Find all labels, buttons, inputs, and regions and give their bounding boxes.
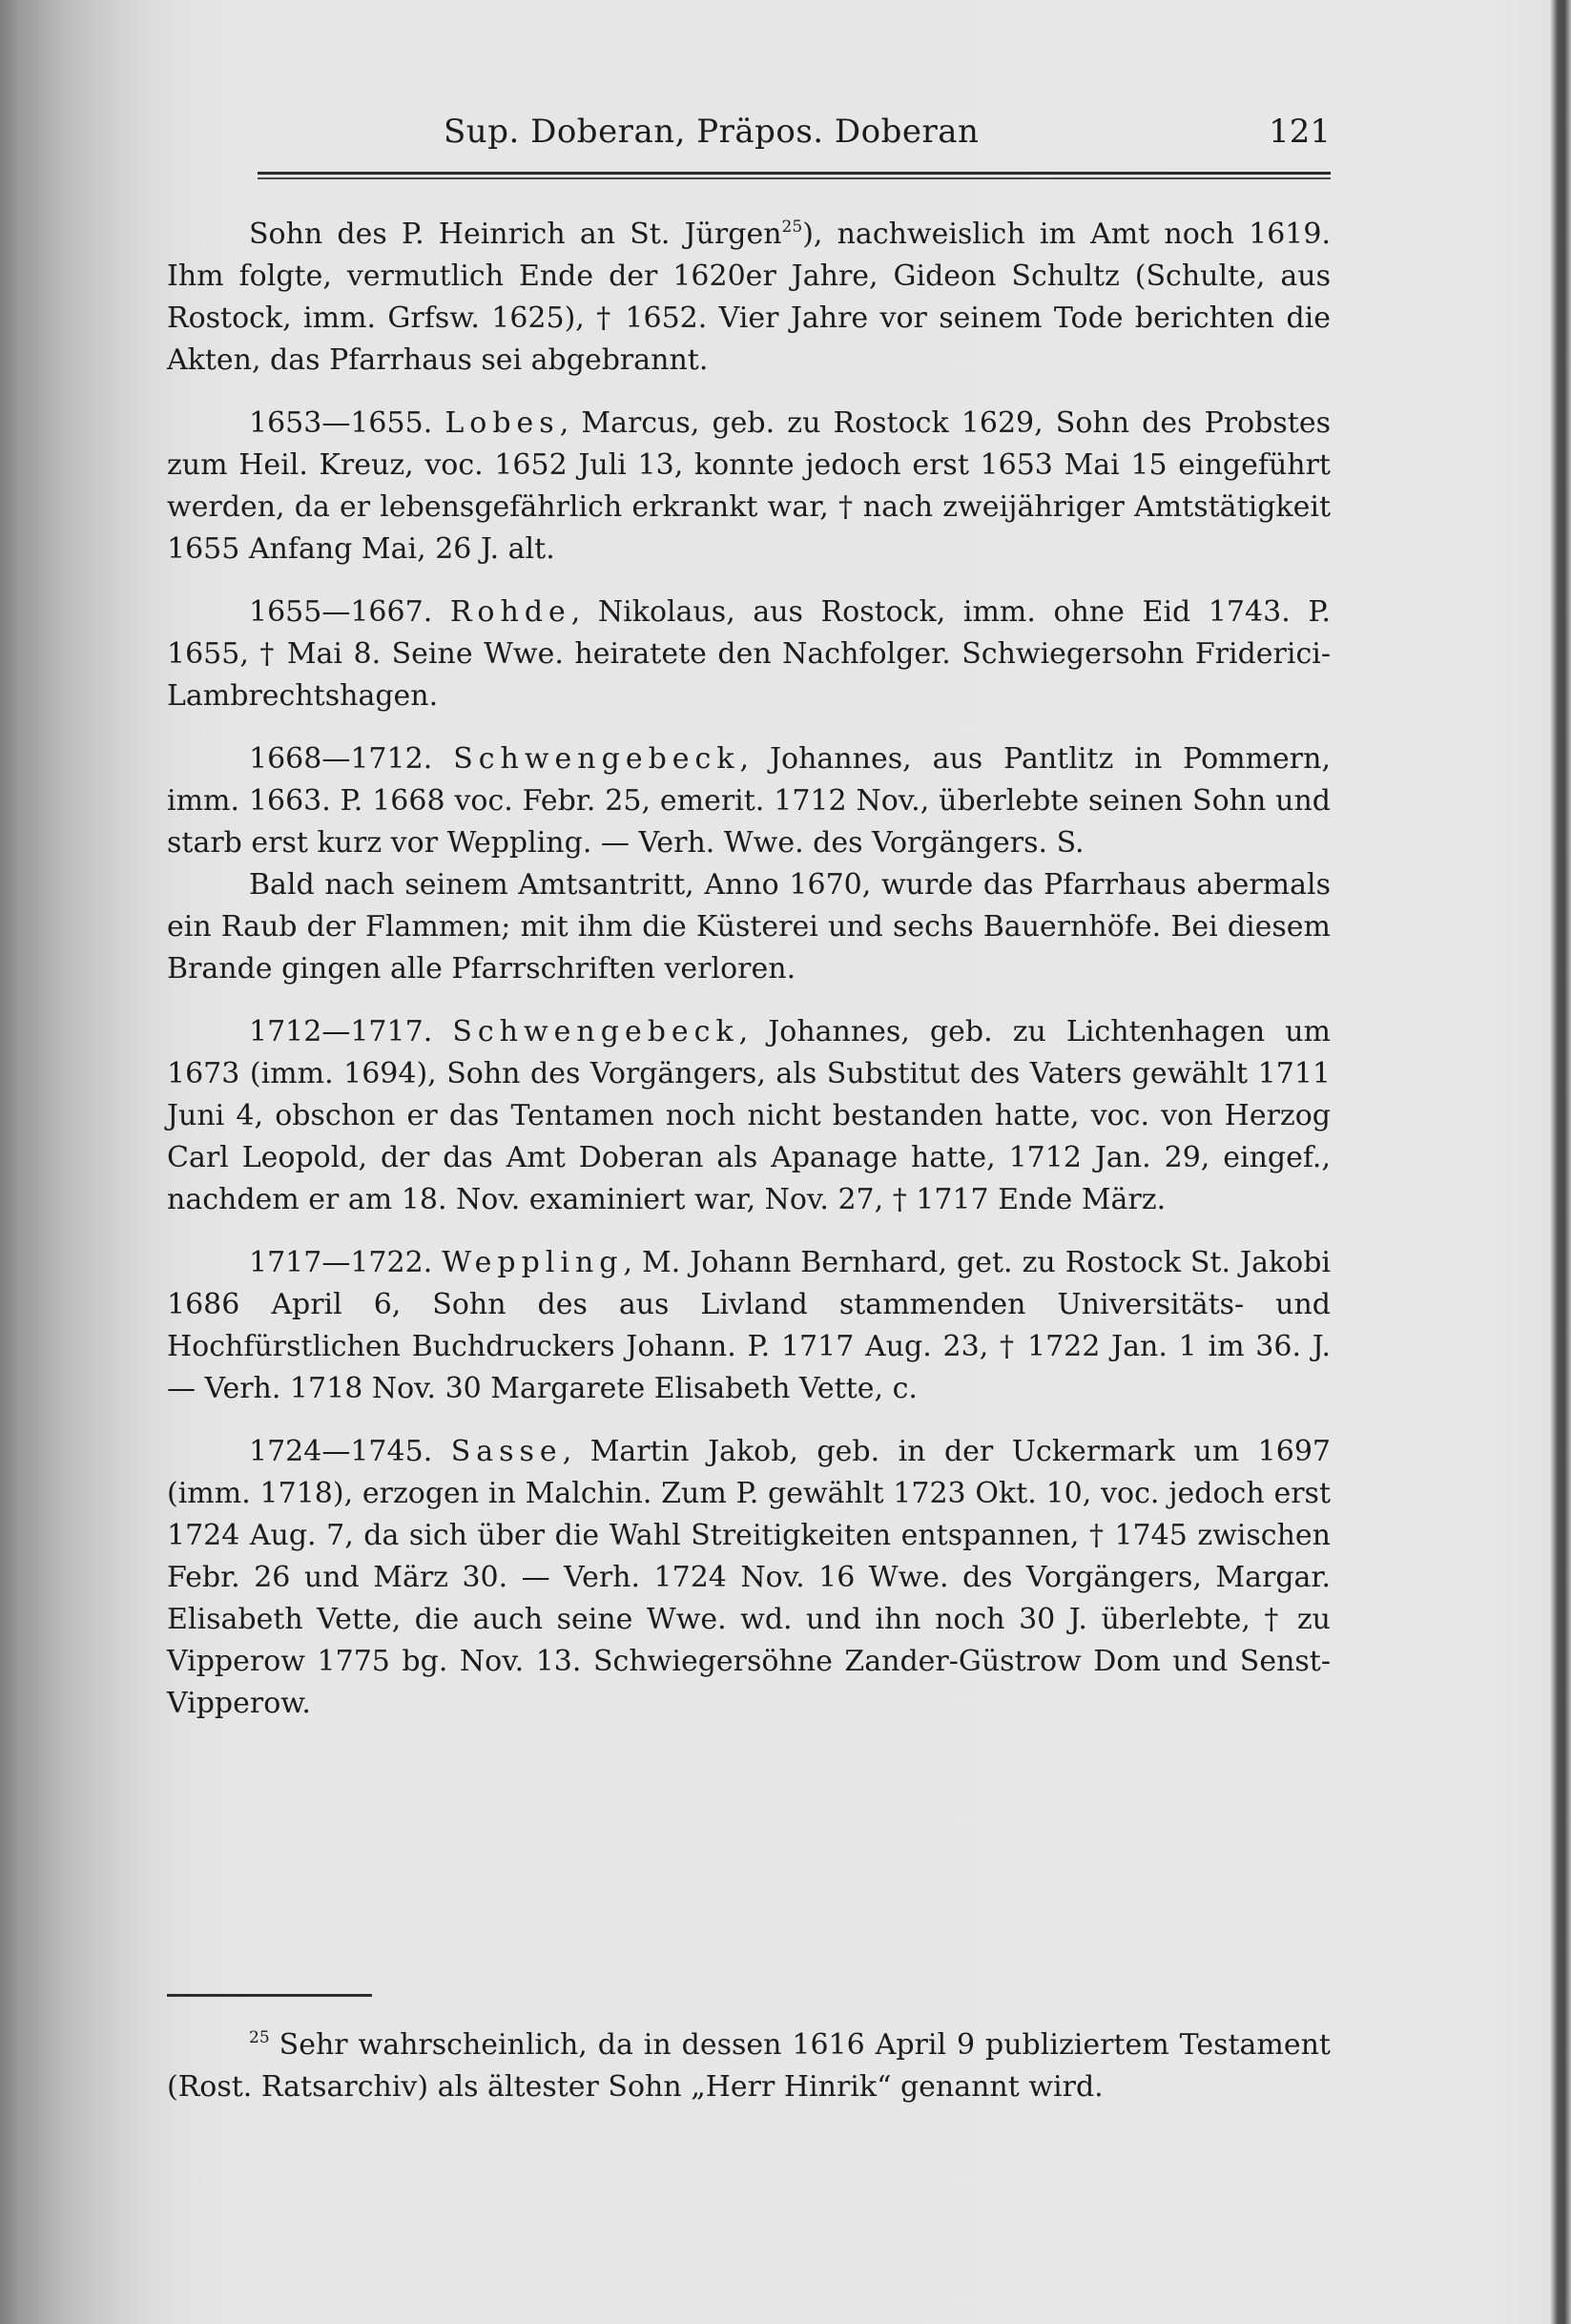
entry-rohde xyxy=(167,591,1331,717)
page-header xyxy=(258,113,1331,160)
entry-name: Schwengebeck xyxy=(452,1015,739,1048)
entry-weppling xyxy=(167,1242,1331,1410)
paragraph-text: ), nachweislich im Amt noch 1619. Ihm folgte, vermutlich Ende der 1620er Jahre, Gideon Schultz (Schulte, aus Rostock, imm. Grfsw. 1625), † 1652. Vier Jahre vor seinem Tode berichten die Akten, das Pfarrhaus sei abgebrannt. xyxy=(167,218,1331,377)
entry-schwengebeck-junior xyxy=(167,1011,1331,1221)
entry-text: , Martin Jakob, geb. in der Uckermark um 1697 (imm. 1718), erzogen in Malchin. Zum P. gewählt 1723 Okt. 10, voc. jedoch erst 1724 Aug. 7, da sich über die Wahl Streitigkeiten entspannen, † 1745 zwischen Febr. 26 und März 30. — Verh. 1724 Nov. 16 Wwe. des Vorgängers, Margar. Elisabeth Vette, die auch seine Wwe. wd. und ihn noch 30 J. überlebte, † zu Vipperow 1775 bg. Nov. 13. Schwiegersöhne Zander-Güstrow Dom und Senst-Vipperow. xyxy=(167,1435,1331,1720)
footnote-divider xyxy=(167,1994,372,1997)
entry-years: 1717—1722. xyxy=(249,1246,433,1279)
entry-text: , Johannes, geb. zu Lichtenhagen um 1673 (imm. 1694), Sohn des Vorgängers, als Substitut des Vaters gewählt 1711 Juni 4, obschon er das Tentamen noch nicht bestanden hatte, voc. von Herzog Carl Leopold, der das Amt Doberan als Apanage hatte, 1712 Jan. 29, eingef., nachdem er am 18. Nov. examiniert war, Nov. 27, † 1717 Ende März. xyxy=(167,1015,1331,1216)
entry-text: , Johannes, aus Pantlitz in Pommern, imm. 1663. P. 1668 voc. Febr. 25, emerit. 1712 Nov., überlebte seinen Sohn und starb erst kurz vor Weppling. — Verh. Wwe. des Vorgängers. S. xyxy=(167,742,1331,860)
page-number: 121 xyxy=(1269,113,1331,151)
entry-name: Weppling xyxy=(442,1246,624,1279)
entry-years: 1712—1717. xyxy=(249,1015,433,1048)
entry-years: 1668—1712. xyxy=(249,742,433,776)
footnote-25 xyxy=(167,2024,1331,2108)
header-rule-thin xyxy=(258,177,1331,179)
paragraph-continuation-gideon-schultz xyxy=(167,214,1331,382)
paragraph-parsonage-fire xyxy=(167,864,1331,990)
entry-name: Rohde xyxy=(449,595,571,629)
footnote-mark: 25 xyxy=(249,2028,270,2047)
entry-years: 1653—1655. xyxy=(249,406,433,440)
entry-text: , Marcus, geb. zu Rostock 1629, Sohn des Probstes zum Heil. Kreuz, voc. 1652 Juli 13, konnte jedoch erst 1653 Mai 15 eingeführt werden, da er lebensgefährlich erkrankt war, † nach zweijähriger Amtstätigkeit 1655 Anfang Mai, 26 J. alt. xyxy=(167,406,1331,566)
entry-name: Schwengebeck xyxy=(453,742,740,776)
footnote-text: Sehr wahrscheinlich, da in dessen 1616 April 9 publiziertem Testament (Rost. Ratsarchiv) als ältester Sohn „Herr Hinrik“ genannt wird. xyxy=(167,2028,1331,2104)
entry-schwengebeck-senior xyxy=(167,738,1331,864)
entry-text: , M. Johann Bernhard, get. zu Rostock St. Jakobi 1686 April 6, Sohn des aus Livland stammenden Universitäts- und Hochfürstlichen Buchdruckers Johann. P. 1717 Aug. 23, † 1722 Jan. 1 im 36. J. — Verh. 1718 Nov. 30 Margarete Elisabeth Vette, c. xyxy=(167,1246,1331,1405)
footnote-reference: 25 xyxy=(781,218,803,237)
entry-name: Lobes xyxy=(444,406,560,440)
main-text xyxy=(167,214,1331,1725)
entry-years: 1655—1667. xyxy=(249,595,433,629)
footnotes xyxy=(167,2024,1331,2108)
entry-sasse xyxy=(167,1431,1331,1725)
entry-text: , Nikolaus, aus Rostock, imm. ohne Eid 1743. P. 1655, † Mai 8. Seine Wwe. heiratete den Nachfolger. Schwiegersohn Friderici-Lambrechtshagen. xyxy=(167,595,1331,713)
entry-years: 1724—1745. xyxy=(249,1435,433,1468)
running-title: Sup. Doberan, Präpos. Doberan xyxy=(444,113,980,151)
paragraph-text: Sohn des P. Heinrich an St. Jürgen xyxy=(249,218,782,251)
paragraph-text: Bald nach seinem Amtsantritt, Anno 1670, wurde das Pfarrhaus abermals ein Raub der Flammen; mit ihm die Küsterei und sechs Bauernhöfe. Bei diesem Brande gingen alle Pfarrschriften verloren. xyxy=(167,868,1331,986)
entry-lobes xyxy=(167,403,1331,571)
header-double-rule xyxy=(258,172,1331,180)
entry-name: Sasse xyxy=(450,1435,563,1468)
header-rule-thick xyxy=(258,172,1331,175)
